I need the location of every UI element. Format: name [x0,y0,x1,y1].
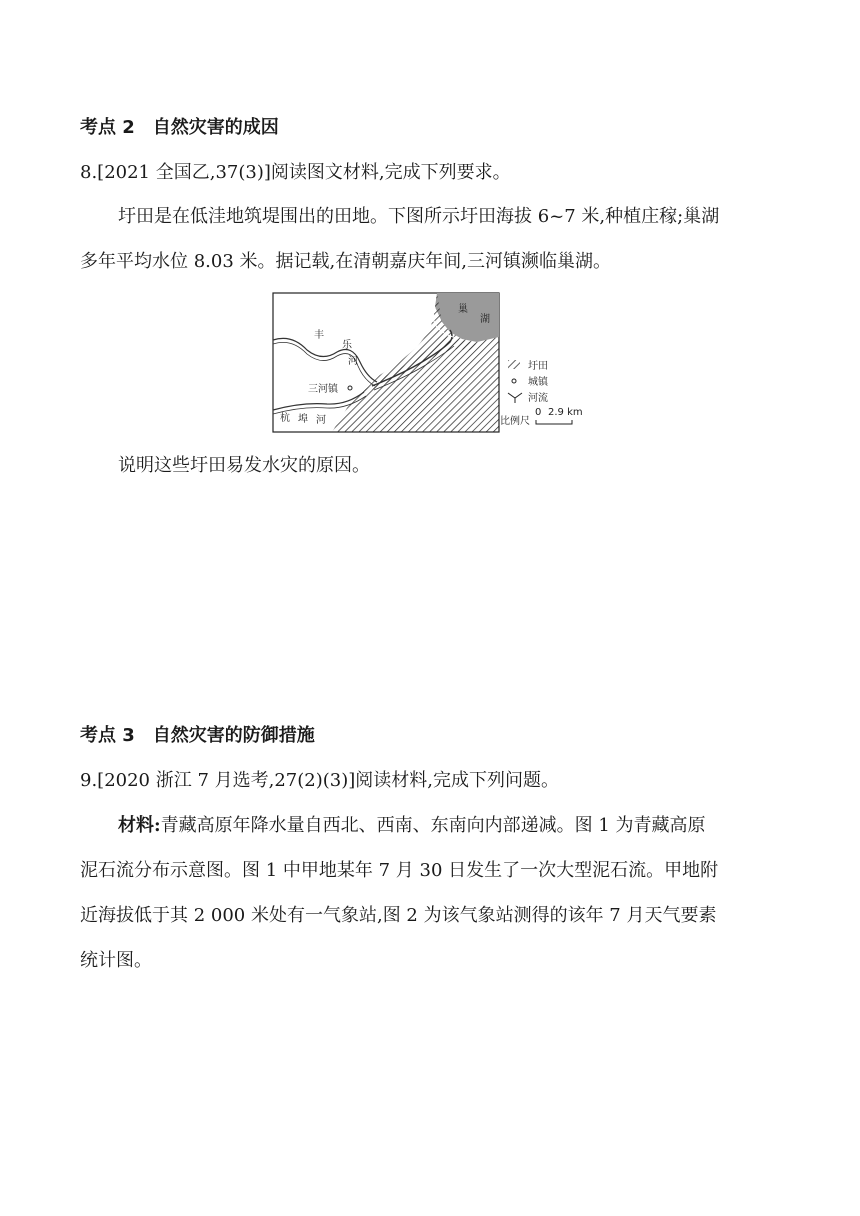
question-8-paragraph-line2: 多年平均水位 8.03 米。据记载,在清朝嘉庆年间,三河镇濒临巢湖。 [80,251,611,272]
legend-polder-swatch [508,360,520,369]
question-9-material-line1 [118,815,706,837]
section-heading-2: 考点 2 自然灾害的成因 [80,117,279,138]
question-9-material-line2: 泥石流分布示意图。图 1 中甲地某年 7 月 30 日发生了一次大型泥石流。甲地附 [80,860,719,881]
polder-map-figure [272,292,602,434]
section-heading-3: 考点 3 自然灾害的防御措施 [80,725,315,746]
hangbu-label-3: 河 [316,415,326,426]
question-9-material-line4: 统计图。 [80,950,152,971]
lake-label-1: 巢 [458,304,468,315]
legend-town-symbol [512,379,516,383]
legend-river-label: 河流 [528,393,548,404]
question-8-paragraph-line1: 圩田是在低洼地筑堤围出的田地。下图所示圩田海拔 6~7 米,种植庄稼;巢湖 [118,206,720,227]
scale-zero: 0 [535,407,542,418]
legend-river-symbol [508,393,522,403]
question-8-stem: 8.[2021 全国乙,37(3)]阅读图文材料,完成下列要求。 [80,162,511,183]
material-label: 材料: [118,815,161,836]
feng-le-label-2: 乐 [342,340,352,351]
scale-label: 比例尺 [500,416,530,427]
scale-bar [536,420,572,424]
question-9-stem: 9.[2020 浙江 7 月选考,27(2)(3)]阅读材料,完成下列问题。 [80,770,559,791]
feng-le-label-3: 河 [348,356,358,367]
scale-value: 2.9 km [548,407,583,418]
town-marker [348,386,352,390]
legend-polder-label: 圩田 [528,361,548,372]
feng-le-label-1: 丰 [314,330,324,341]
town-label: 三河镇 [308,384,338,395]
hangbu-label-2: 埠 [298,414,308,425]
legend-town-label: 城镇 [528,377,548,388]
question-8-prompt: 说明这些圩田易发水灾的原因。 [118,455,370,476]
hangbu-label-1: 杭 [280,413,290,424]
material-text-1: 青藏高原年降水量自西北、西南、东南向内部递减。图 1 为青藏高原 [160,815,706,836]
question-9-material-line3: 近海拔低于其 2 000 米处有一气象站,图 2 为该气象站测得的该年 7 月天气要素 [80,905,717,926]
lake-label-2: 湖 [480,314,490,325]
